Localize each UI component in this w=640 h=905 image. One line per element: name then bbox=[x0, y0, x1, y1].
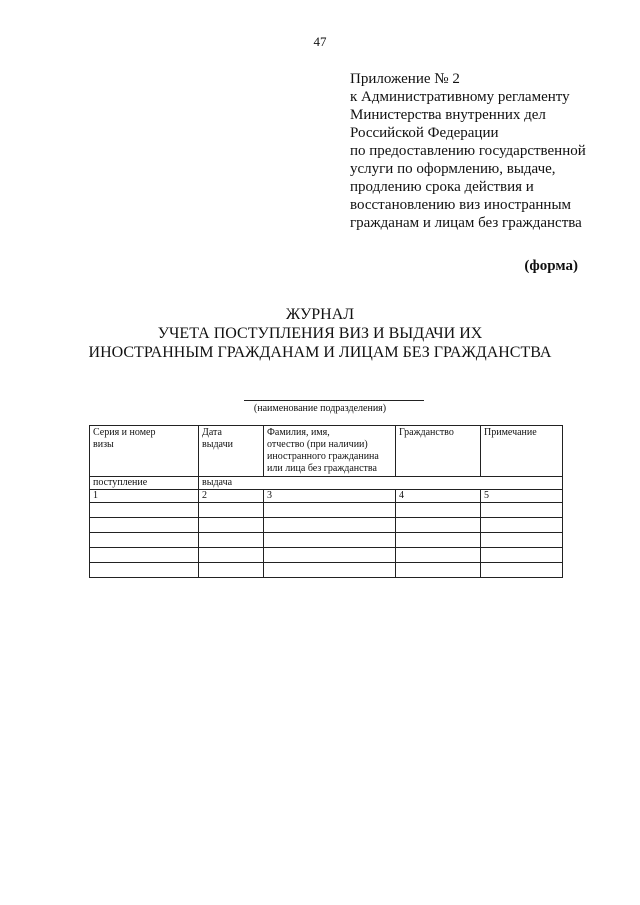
header-issue-date: Дата выдачи bbox=[199, 426, 264, 477]
table-row bbox=[90, 563, 563, 578]
table-cell bbox=[199, 518, 264, 533]
title-line: ЖУРНАЛ bbox=[285, 306, 355, 323]
appendix-line: к Административному регламенту bbox=[350, 89, 570, 105]
table-cell bbox=[481, 533, 563, 548]
table-cell bbox=[264, 533, 396, 548]
table-row bbox=[90, 503, 563, 518]
form-mark: (форма) bbox=[524, 258, 578, 274]
subdivision-blank-line bbox=[244, 400, 424, 401]
table-cell bbox=[90, 533, 199, 548]
header-full-name: Фамилия, имя, отчество (при наличии) иностранного гражданина или лица без гражданства bbox=[264, 426, 396, 477]
table-cell bbox=[90, 518, 199, 533]
table-cell bbox=[396, 563, 481, 578]
table-row bbox=[90, 548, 563, 563]
appendix-line: продлению срока действия и bbox=[350, 179, 534, 195]
table-cell bbox=[199, 563, 264, 578]
table-row bbox=[90, 533, 563, 548]
table-number-row bbox=[90, 490, 563, 503]
subheader-issue: выдача bbox=[199, 477, 563, 490]
table-cell bbox=[264, 518, 396, 533]
header-note: Примечание bbox=[481, 426, 563, 477]
column-number: 2 bbox=[199, 490, 264, 503]
table-cell bbox=[264, 503, 396, 518]
title-line: ИНОСТРАННЫМ ГРАЖДАНАМ И ЛИЦАМ БЕЗ ГРАЖДАНСТВА bbox=[88, 344, 552, 361]
appendix-line: Министерства внутренних дел bbox=[350, 107, 546, 123]
table-header-row bbox=[90, 426, 563, 477]
table-row bbox=[90, 518, 563, 533]
subheader-receipt: поступление bbox=[90, 477, 199, 490]
appendix-line: восстановлению виз иностранным bbox=[350, 197, 572, 213]
table-cell bbox=[481, 563, 563, 578]
page-number: 47 bbox=[313, 34, 327, 49]
table-cell bbox=[264, 563, 396, 578]
table-cell bbox=[396, 548, 481, 563]
column-number: 1 bbox=[90, 490, 199, 503]
table-cell bbox=[90, 548, 199, 563]
journal-table bbox=[89, 425, 563, 578]
table-cell bbox=[199, 533, 264, 548]
appendix-line: услуги по оформлению, выдаче, bbox=[350, 161, 556, 177]
appendix-line: Российской Федерации bbox=[350, 125, 499, 141]
appendix-line: Приложение № 2 bbox=[350, 71, 460, 87]
column-number: 3 bbox=[264, 490, 396, 503]
table-subheader-row bbox=[90, 477, 563, 490]
column-number: 4 bbox=[396, 490, 481, 503]
column-number: 5 bbox=[481, 490, 563, 503]
subdivision-label: (наименование подразделения) bbox=[253, 403, 387, 414]
table-cell bbox=[481, 548, 563, 563]
table-cell bbox=[396, 533, 481, 548]
header-visa-series: Серия и номер визы bbox=[90, 426, 199, 477]
table-cell bbox=[481, 518, 563, 533]
appendix-header bbox=[350, 70, 610, 232]
table-cell bbox=[396, 503, 481, 518]
header-citizenship: Гражданство bbox=[396, 426, 481, 477]
appendix-line: гражданам и лицам без гражданства bbox=[350, 215, 582, 231]
table-cell bbox=[264, 548, 396, 563]
table-cell bbox=[90, 563, 199, 578]
journal-title bbox=[0, 305, 640, 362]
table-cell bbox=[199, 503, 264, 518]
table-cell bbox=[199, 548, 264, 563]
title-line: УЧЕТА ПОСТУПЛЕНИЯ ВИЗ И ВЫДАЧИ ИХ bbox=[157, 325, 483, 342]
table-cell bbox=[396, 518, 481, 533]
appendix-line: по предоставлению государственной bbox=[350, 143, 586, 159]
table-cell bbox=[481, 503, 563, 518]
table-cell bbox=[90, 503, 199, 518]
